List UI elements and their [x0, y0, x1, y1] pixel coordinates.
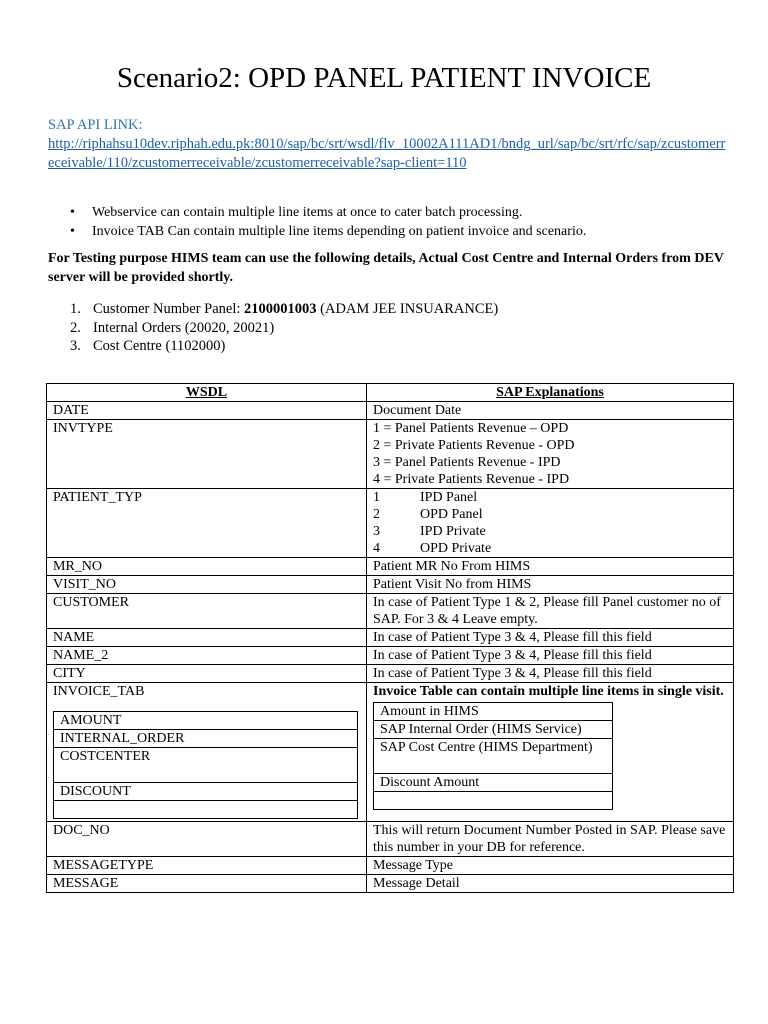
api-link[interactable]: http://riphahsu10dev.riphah.edu.pk:8010/sap/bc/srt/wsdl/flv_10002A111AD1/bndg_url/sap/bc/srt/rfc/sap/zcustomerreceivable/110/zcustomerreceivable/zcustomerreceivable?sap-client=110	[48, 136, 726, 171]
list-number: 3.	[70, 338, 81, 354]
table-row	[47, 857, 734, 875]
invoice-tab-descriptions	[373, 702, 613, 810]
table-header-row	[47, 384, 734, 402]
table-row	[47, 875, 734, 893]
table-row	[47, 594, 734, 629]
field-name: CUSTOMER	[47, 594, 367, 629]
invtype-line: 1 = Panel Patients Revenue – OPD	[373, 421, 569, 436]
sub-field-name: INTERNAL_ORDER	[54, 730, 358, 748]
field-desc: Invoice Table can contain multiple line items in single visit.	[373, 684, 724, 699]
sub-field-desc: Discount Amount	[374, 774, 613, 792]
field-desc: In case of Patient Type 3 & 4, Please fill this field	[367, 665, 734, 683]
wsdl-table	[46, 383, 734, 893]
list-item	[70, 300, 498, 319]
patient-type-item: 1 IPD Panel	[373, 490, 478, 505]
field-desc: In case of Patient Type 1 & 2, Please fill Panel customer no of SAP. For 3 & 4 Leave empty.	[367, 594, 734, 629]
cost-centre: Cost Centre (1102000)	[93, 338, 226, 354]
field-desc: Message Detail	[367, 875, 734, 893]
list-number: 2.	[70, 319, 81, 336]
sub-field-empty	[54, 801, 358, 819]
table-row	[47, 647, 734, 665]
header-sap-explanations: SAP Explanations	[496, 385, 604, 400]
table-row	[47, 629, 734, 647]
sub-field-name: COSTCENTER	[54, 748, 358, 783]
field-name: NAME_2	[47, 647, 367, 665]
customer-number-value: 2100001003	[244, 301, 317, 317]
table-row	[47, 402, 734, 420]
list-number: 1.	[70, 301, 81, 317]
field-name: INVOICE_TAB	[53, 684, 145, 699]
customer-number-label: Customer Number Panel:	[93, 301, 245, 317]
field-name: DATE	[47, 402, 367, 420]
bullet-list	[70, 203, 586, 241]
table-row	[47, 683, 734, 822]
sub-field-empty	[374, 792, 613, 810]
sub-field-name: AMOUNT	[54, 712, 358, 730]
field-name: INVTYPE	[47, 420, 367, 489]
field-name: MESSAGE	[47, 875, 367, 893]
field-desc: Patient MR No From HIMS	[367, 558, 734, 576]
sub-field-name: DISCOUNT	[54, 783, 358, 801]
bullet-item: • Webservice can contain multiple line items at once to cater batch processing.	[70, 203, 586, 222]
list-item	[70, 337, 498, 356]
field-desc: Patient Visit No from HIMS	[367, 576, 734, 594]
testing-note: For Testing purpose HIMS team can use the following details, Actual Cost Centre and Internal Orders from DEV server will be provided shortly.	[48, 251, 724, 285]
invtype-line: 4 = Private Patients Revenue - IPD	[373, 472, 570, 487]
customer-name: (ADAM JEE INSUARANCE)	[316, 301, 499, 317]
field-name: VISIT_NO	[47, 576, 367, 594]
field-name: MESSAGETYPE	[47, 857, 367, 875]
invtype-line: 2 = Private Patients Revenue - OPD	[373, 438, 575, 453]
field-name: PATIENT_TYP	[47, 489, 367, 558]
internal-orders: Internal Orders (20020, 20021)	[93, 319, 275, 336]
table-row	[47, 420, 734, 489]
sub-field-desc: Amount in HIMS	[374, 703, 613, 721]
api-link-label: SAP API LINK:	[48, 117, 143, 133]
field-name: MR_NO	[47, 558, 367, 576]
patient-type-item: 3 IPD Private	[373, 524, 486, 539]
bullet-item: • Invoice TAB Can contain multiple line items depending on patient invoice and scenario.	[70, 222, 586, 241]
table-row	[47, 665, 734, 683]
page-title: Scenario2: OPD PANEL PATIENT INVOICE	[116, 62, 652, 94]
patient-type-item: 4 OPD Private	[373, 541, 492, 556]
field-desc: In case of Patient Type 3 & 4, Please fill this field	[367, 629, 734, 647]
table-row	[47, 822, 734, 857]
field-name: CITY	[47, 665, 367, 683]
list-item	[70, 319, 498, 338]
sub-field-desc: SAP Cost Centre (HIMS Department)	[374, 739, 613, 774]
table-row	[47, 558, 734, 576]
sub-field-desc: SAP Internal Order (HIMS Service)	[374, 721, 613, 739]
test-details-list	[70, 300, 498, 356]
header-wsdl: WSDL	[185, 385, 228, 400]
patient-type-item: 2 OPD Panel	[373, 507, 483, 522]
field-name: DOC_NO	[47, 822, 367, 857]
invtype-line: 3 = Panel Patients Revenue - IPD	[373, 455, 561, 470]
invoice-tab-fields	[53, 711, 358, 819]
field-desc: Document Date	[367, 402, 734, 420]
field-name: NAME	[47, 629, 367, 647]
field-desc: Message Type	[367, 857, 734, 875]
field-desc: In case of Patient Type 3 & 4, Please fill this field	[367, 647, 734, 665]
table-row	[47, 489, 734, 558]
table-row	[47, 576, 734, 594]
field-desc: This will return Document Number Posted in SAP. Please save this number in your DB for reference.	[367, 822, 734, 857]
